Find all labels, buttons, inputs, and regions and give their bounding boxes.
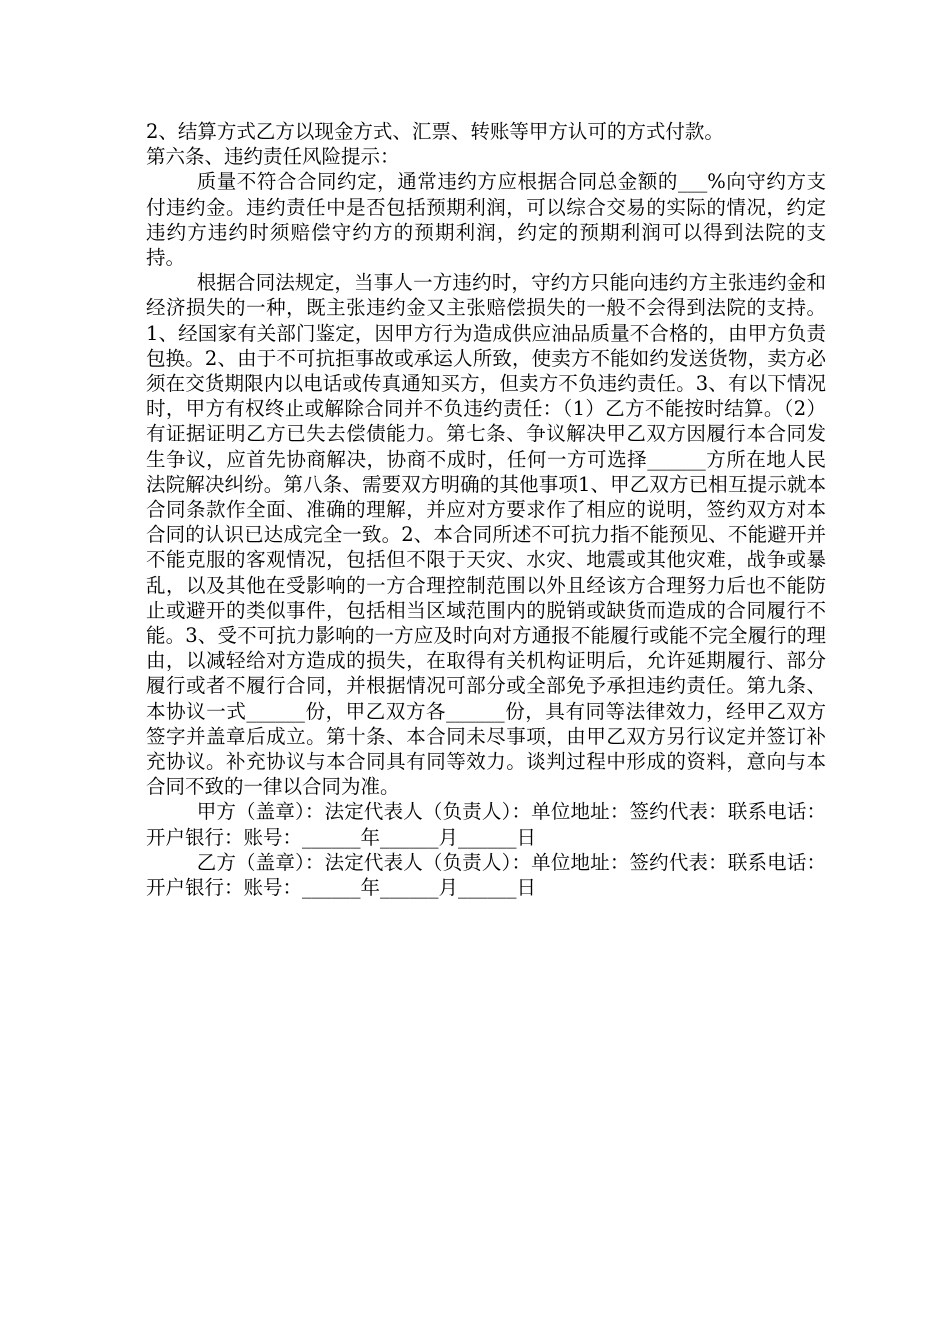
contract-law-paragraph: 根据合同法规定，当事人一方违约时，守约方只能向违约方主张违约金和经济损失的一种，既主张违约金又主张赔偿损失的一般不会得到法院的支持。1、经国家有关部门鉴定，因甲方行为造成供应油品质量不合格的，由甲方负责包换。2、由于不可抗拒事故或承运人所致，使卖方不能如约发送货物，卖方必须在交货期限内以电话或传真通知买方，但卖方不负违约责任。3、有以下情况时，甲方有权终止或解除合同并不负违约责任：（1）乙方不能按时结算。（2）有证据证明乙方已失去偿债能力。第七条、争议解决甲乙双方因履行本合同发生争议，应首先协商解决，协商不成时，任何一方可选择______方所在地人民法院解决纠纷。第八条、需要双方明确的其他事项1、甲乙双方已相互提示就本合同条款作全面、准确的理解，并应对方要求作了相应的说明，签约双方对本合同的认识已达成完全一致。2、本合同所述不可抗力指不能预见、不能避开并不能克服的客观情况，包括但不限于天灾、水灾、地震或其他灾难，战争或暴乱，以及其他在受影响的一方合理控制范围以外且经该方合理努力后也不能防止或避开的类似事件，包括相当区域范围内的脱销或缺货而造成的合同履行不能。3、受不可抗力影响的一方应及时向对方通报不能履行或能不完全履行的理由，以减轻给对方造成的损失，在取得有关机构证明后，允许延期履行、部分履行或者不履行合同，并根据情况可部分或全部免予承担违约责任。第九条、本协议一式______份，甲乙双方各______份，具有同等法律效力，经甲乙双方签字并盖章后成立。第十条、本合同未尽事项，由甲乙双方另行议定并签订补充协议。补充协议与本合同具有同等效力。谈判过程中形成的资料，意向与本合同不致的一律以合同为准。 bbox=[146, 271, 826, 799]
payment-method-paragraph: 2、结算方式乙方以现金方式、汇票、转账等甲方认可的方式付款。 bbox=[146, 120, 724, 143]
party-b-signature-block: 乙方（盖章）：法定代表人（负责人）：单位地址：签约代表：联系电话：开户银行：账号：______年______月______日 bbox=[146, 850, 826, 900]
party-a-signature-block: 甲方（盖章）：法定代表人（负责人）：单位地址：签约代表：联系电话：开户银行：账号：______年______月______日 bbox=[146, 800, 826, 849]
quality-breach-paragraph: 质量不符合合同约定，通常违约方应根据合同总金额的___%向守约方支付违约金。违约责任中是否包括预期利润，可以综合交易的实际的情况，约定违约方违约时须赔偿守约方的预期利润，约定的预期利润可以得到法院的支持。 bbox=[146, 170, 826, 270]
article-six-heading: 第六条、违约责任风险提示： bbox=[146, 145, 400, 169]
document-body bbox=[146, 119, 826, 900]
